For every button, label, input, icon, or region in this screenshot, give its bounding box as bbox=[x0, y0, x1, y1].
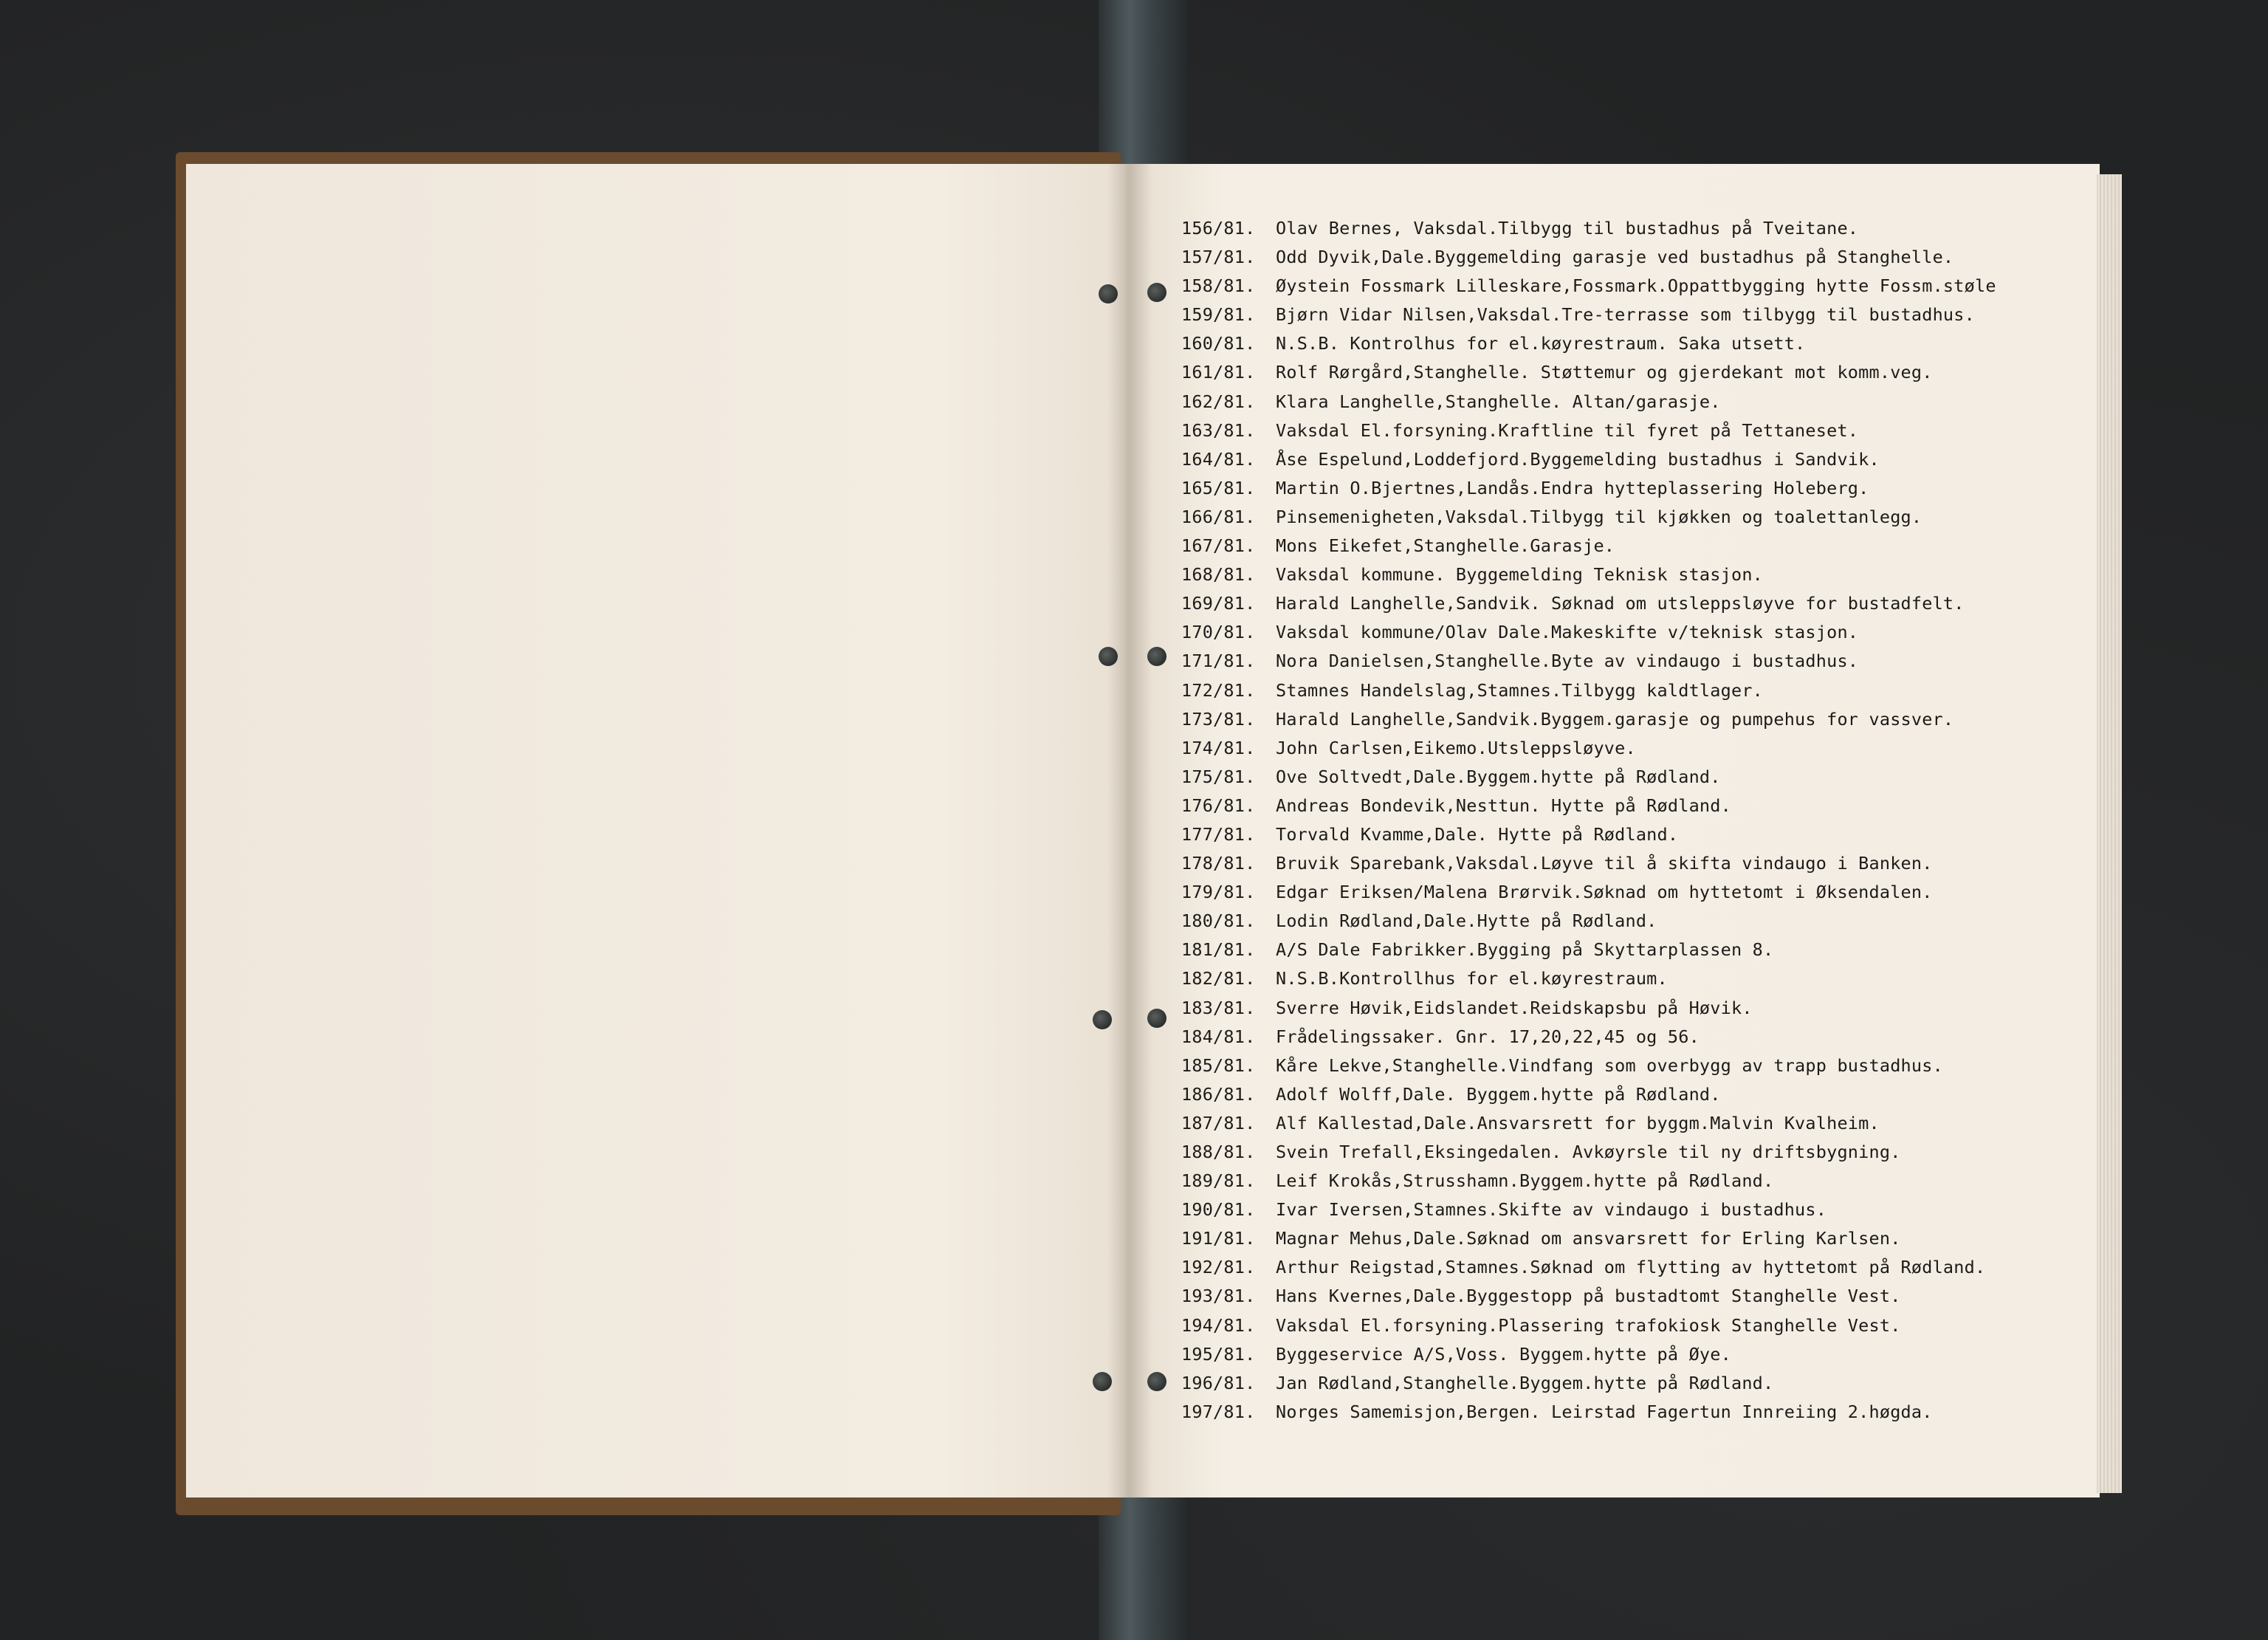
entry-text: Rolf Rørgård,Stanghelle. Støttemur og gjerdekant mot komm.veg. bbox=[1276, 362, 1933, 383]
register-entry bbox=[1181, 503, 2089, 532]
binder-hole bbox=[1147, 283, 1166, 302]
entry-text: Vaksdal El.forsyning.Kraftline til fyret på Tettaneset. bbox=[1276, 419, 1859, 441]
entry-number: 157/81. bbox=[1181, 247, 1256, 268]
entry-number: 165/81. bbox=[1181, 477, 1256, 498]
page-stack-edges bbox=[2097, 174, 2122, 1493]
entry-text: Leif Krokås,Strusshamn.Byggem.hytte på Rødland. bbox=[1276, 1170, 1774, 1192]
register-entry bbox=[1181, 994, 2089, 1023]
entry-text: Byggeservice A/S,Voss. Byggem.hytte på Øye. bbox=[1276, 1343, 1731, 1365]
register-entry bbox=[1181, 964, 2089, 993]
entry-text: Øystein Fossmark Lilleskare,Fossmark.Oppattbygging hytte Fossm.støle bbox=[1276, 275, 1996, 297]
entry-number: 156/81. bbox=[1181, 218, 1256, 239]
register-entry bbox=[1181, 416, 2089, 445]
register-entry bbox=[1181, 1195, 2089, 1224]
entry-number: 178/81. bbox=[1181, 853, 1256, 874]
register-entry bbox=[1181, 388, 2089, 416]
entry-text: Martin O.Bjertnes,Landås.Endra hytteplassering Holeberg. bbox=[1276, 477, 1869, 498]
entry-text: Harald Langhelle,Sandvik.Byggem.garasje og pumpehus for vassver. bbox=[1276, 708, 1954, 730]
entry-number: 177/81. bbox=[1181, 823, 1256, 845]
register-entry bbox=[1181, 474, 2089, 503]
entry-number: 158/81. bbox=[1181, 275, 1256, 297]
register-entry bbox=[1181, 301, 2089, 329]
entry-number: 181/81. bbox=[1181, 939, 1256, 961]
binder-hole bbox=[1147, 647, 1166, 666]
register-entry bbox=[1181, 705, 2089, 734]
register-entry bbox=[1181, 1224, 2089, 1253]
register-entry bbox=[1181, 936, 2089, 964]
entry-number: 190/81. bbox=[1181, 1199, 1256, 1221]
entry-number: 173/81. bbox=[1181, 708, 1256, 730]
entry-text: Svein Trefall,Eksingedalen. Avkøyrsle til ny driftsbygning. bbox=[1276, 1142, 1901, 1162]
binder-hole bbox=[1099, 647, 1118, 666]
entry-number: 197/81. bbox=[1181, 1401, 1256, 1422]
entry-text: Alf Kallestad,Dale.Ansvarsrett for byggm.Malvin Kvalheim. bbox=[1276, 1112, 1880, 1133]
register-entry bbox=[1181, 1051, 2089, 1080]
entry-text: Odd Dyvik,Dale.Byggemelding garasje ved bustadhus på Stanghelle. bbox=[1276, 247, 1954, 268]
left-page bbox=[186, 164, 1131, 1497]
entry-number: 168/81. bbox=[1181, 564, 1256, 586]
entry-number: 164/81. bbox=[1181, 448, 1256, 470]
register-entry bbox=[1181, 849, 2089, 878]
entry-text: Vaksdal kommune. Byggemelding Teknisk stasjon. bbox=[1276, 564, 1764, 586]
entry-number: 180/81. bbox=[1181, 910, 1256, 932]
entry-number: 185/81. bbox=[1181, 1054, 1256, 1076]
entry-text: Sverre Høvik,Eidslandet.Reidskapsbu på Høvik. bbox=[1276, 997, 1753, 1018]
entry-number: 189/81. bbox=[1181, 1170, 1256, 1192]
entry-text: Magnar Mehus,Dale.Søknad om ansvarsrett for Erling Karlsen. bbox=[1276, 1228, 1901, 1249]
register-entry bbox=[1181, 445, 2089, 474]
register-entry bbox=[1181, 647, 2089, 676]
binder-hole bbox=[1093, 1010, 1112, 1029]
entry-text: Klara Langhelle,Stanghelle. Altan/garasje. bbox=[1276, 391, 1721, 412]
entry-number: 191/81. bbox=[1181, 1228, 1256, 1249]
register-entry bbox=[1181, 560, 2089, 589]
entry-text: Norges Samemisjon,Bergen. Leirstad Fagertun Innreiing 2.høgda. bbox=[1276, 1401, 1933, 1422]
register-entry bbox=[1181, 532, 2089, 560]
register-entry bbox=[1181, 1282, 2089, 1311]
binder-hole bbox=[1147, 1009, 1166, 1028]
register-entry bbox=[1181, 618, 2089, 647]
entry-number: 187/81. bbox=[1181, 1112, 1256, 1133]
entry-text: Ove Soltvedt,Dale.Byggem.hytte på Rødland. bbox=[1276, 766, 1721, 787]
register-entries bbox=[1181, 214, 2089, 1427]
binder-hole bbox=[1093, 1372, 1112, 1391]
register-entry bbox=[1181, 1109, 2089, 1138]
register-entry bbox=[1181, 1138, 2089, 1167]
entry-text: Torvald Kvamme,Dale. Hytte på Rødland. bbox=[1276, 823, 1679, 845]
entry-number: 195/81. bbox=[1181, 1343, 1256, 1365]
entry-text: Harald Langhelle,Sandvik. Søknad om utsleppsløyve for bustadfelt. bbox=[1276, 593, 1965, 614]
register-entry bbox=[1181, 1023, 2089, 1051]
entry-number: 188/81. bbox=[1181, 1142, 1256, 1162]
entry-number: 170/81. bbox=[1181, 622, 1256, 643]
binder-hole bbox=[1099, 284, 1118, 303]
entry-number: 176/81. bbox=[1181, 795, 1256, 816]
entry-text: Frådelingssaker. Gnr. 17,20,22,45 og 56. bbox=[1276, 1026, 1700, 1047]
entry-number: 182/81. bbox=[1181, 968, 1256, 989]
entry-number: 171/81. bbox=[1181, 651, 1256, 672]
register-entry bbox=[1181, 214, 2089, 243]
entry-text: Mons Eikefet,Stanghelle.Garasje. bbox=[1276, 535, 1615, 557]
entry-text: Kåre Lekve,Stanghelle.Vindfang som overbygg av trapp bustadhus. bbox=[1276, 1054, 1943, 1076]
entry-number: 184/81. bbox=[1181, 1026, 1256, 1047]
entry-number: 160/81. bbox=[1181, 333, 1256, 354]
register-entry bbox=[1181, 734, 2089, 763]
entry-text: Stamnes Handelslag,Stamnes.Tilbygg kaldtlager. bbox=[1276, 679, 1764, 701]
entry-number: 167/81. bbox=[1181, 535, 1256, 557]
entry-text: Jan Rødland,Stanghelle.Byggem.hytte på Rødland. bbox=[1276, 1372, 1774, 1393]
entry-text: Adolf Wolff,Dale. Byggem.hytte på Rødland. bbox=[1276, 1083, 1721, 1105]
entry-number: 192/81. bbox=[1181, 1257, 1256, 1278]
entry-number: 193/81. bbox=[1181, 1286, 1256, 1307]
entry-text: Nora Danielsen,Stanghelle.Byte av vindaugo i bustadhus. bbox=[1276, 651, 1859, 672]
entry-number: 179/81. bbox=[1181, 882, 1256, 903]
register-entry bbox=[1181, 329, 2089, 358]
entry-text: Ivar Iversen,Stamnes.Skifte av vindaugo i bustadhus. bbox=[1276, 1199, 1827, 1221]
register-entry bbox=[1181, 272, 2089, 301]
gutter-shadow bbox=[1107, 164, 1152, 1497]
entry-text: Åse Espelund,Loddefjord.Byggemelding bustadhus i Sandvik. bbox=[1276, 448, 1880, 470]
entry-number: 166/81. bbox=[1181, 506, 1256, 527]
entry-number: 183/81. bbox=[1181, 997, 1256, 1018]
entry-text: Vaksdal kommune/Olav Dale.Makeskifte v/teknisk stasjon. bbox=[1276, 622, 1859, 643]
register-entry bbox=[1181, 1369, 2089, 1398]
entry-text: Arthur Reigstad,Stamnes.Søknad om flytting av hyttetomt på Rødland. bbox=[1276, 1257, 1986, 1278]
entry-number: 161/81. bbox=[1181, 362, 1256, 383]
register-entry bbox=[1181, 589, 2089, 618]
entry-number: 162/81. bbox=[1181, 391, 1256, 412]
entry-text: Andreas Bondevik,Nesttun. Hytte på Rødland. bbox=[1276, 795, 1731, 816]
entry-number: 174/81. bbox=[1181, 737, 1256, 758]
entry-text: Lodin Rødland,Dale.Hytte på Rødland. bbox=[1276, 910, 1657, 932]
entry-text: N.S.B.Kontrollhus for el.køyrestraum. bbox=[1276, 968, 1668, 989]
entry-text: Hans Kvernes,Dale.Byggestopp på bustadtomt Stanghelle Vest. bbox=[1276, 1286, 1901, 1307]
register-entry bbox=[1181, 1167, 2089, 1195]
entry-text: John Carlsen,Eikemo.Utsleppsløyve. bbox=[1276, 737, 1636, 758]
register-entry bbox=[1181, 792, 2089, 820]
register-entry bbox=[1181, 676, 2089, 705]
entry-number: 163/81. bbox=[1181, 419, 1256, 441]
entry-number: 172/81. bbox=[1181, 679, 1256, 701]
register-entry bbox=[1181, 1398, 2089, 1427]
register-entry bbox=[1181, 1340, 2089, 1369]
entry-text: Bjørn Vidar Nilsen,Vaksdal.Tre-terrasse som tilbygg til bustadhus. bbox=[1276, 304, 1975, 326]
entry-text: Bruvik Sparebank,Vaksdal.Løyve til å skifta vindaugo i Banken. bbox=[1276, 853, 1933, 874]
register-entry bbox=[1181, 763, 2089, 792]
entry-number: 194/81. bbox=[1181, 1314, 1256, 1336]
entry-text: Edgar Eriksen/Malena Brørvik.Søknad om hyttetomt i Øksendalen. bbox=[1276, 882, 1933, 903]
entry-number: 196/81. bbox=[1181, 1372, 1256, 1393]
register-entry bbox=[1181, 358, 2089, 387]
entry-number: 159/81. bbox=[1181, 304, 1256, 326]
entry-text: Vaksdal El.forsyning.Plassering trafokiosk Stanghelle Vest. bbox=[1276, 1314, 1901, 1336]
entry-text: Olav Bernes, Vaksdal.Tilbygg til bustadhus på Tveitane. bbox=[1276, 218, 1859, 239]
register-entry bbox=[1181, 1080, 2089, 1109]
entry-text: N.S.B. Kontrolhus for el.køyrestraum. Saka utsett. bbox=[1276, 333, 1806, 354]
entry-number: 169/81. bbox=[1181, 593, 1256, 614]
register-entry bbox=[1181, 907, 2089, 936]
register-entry bbox=[1181, 1253, 2089, 1282]
entry-text: Pinsemenigheten,Vaksdal.Tilbygg til kjøkken og toalettanlegg. bbox=[1276, 506, 1922, 527]
binder-hole bbox=[1147, 1372, 1166, 1391]
register-entry bbox=[1181, 820, 2089, 849]
entry-number: 186/81. bbox=[1181, 1083, 1256, 1105]
register-entry bbox=[1181, 1311, 2089, 1340]
register-entry bbox=[1181, 243, 2089, 272]
register-entry bbox=[1181, 878, 2089, 907]
entry-number: 175/81. bbox=[1181, 766, 1256, 787]
entry-text: A/S Dale Fabrikker.Bygging på Skyttarplassen 8. bbox=[1276, 939, 1774, 961]
